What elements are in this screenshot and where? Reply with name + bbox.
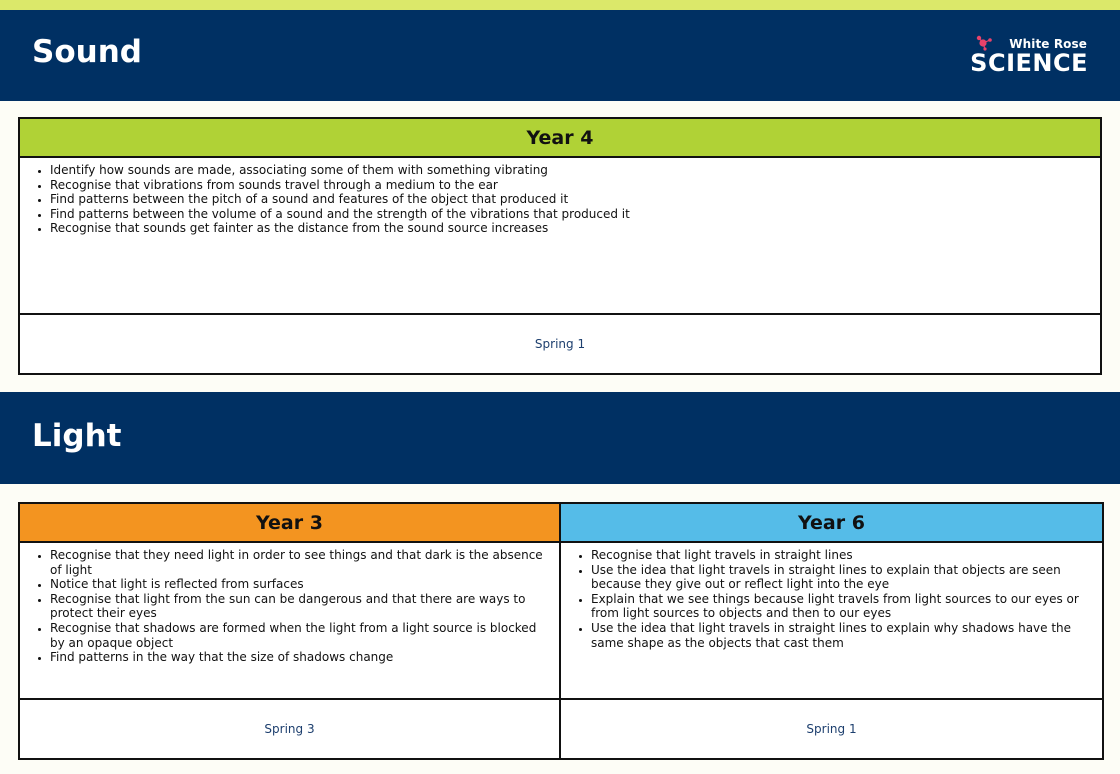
sound-title: Sound: [32, 34, 142, 70]
list-item: • Use the idea that light travels in straight lines to explain that objects are seen because they give out or reflect light into the eye: [591, 563, 1096, 592]
list-item: • Recognise that light travels in straight lines: [591, 548, 1096, 563]
list-item: • Find patterns between the volume of a sound and the strength of the vibrations that produced it: [50, 207, 1094, 222]
list-item: • Identify how sounds are made, associating some of them with something vibrating: [50, 163, 1094, 178]
year-4-objectives: [19, 157, 1101, 314]
list-item: • Notice that light is reflected from surfaces: [50, 577, 553, 592]
light-table: [18, 502, 1104, 760]
list-item: • Use the idea that light travels in straight lines to explain why shadows have the same shape as the objects that cast them: [591, 621, 1096, 650]
year-4-heading: Year 4: [19, 118, 1101, 157]
list-item: • Recognise that sounds get fainter as the distance from the sound source increases: [50, 221, 1094, 236]
list-item: • Explain that we see things because light travels from light sources to our eyes or from light sources to objects and then to our eyes: [591, 592, 1096, 621]
sound-header: [0, 10, 1120, 101]
list-item: • Recognise that vibrations from sounds travel through a medium to the ear: [50, 178, 1094, 193]
list-item: • Recognise that light from the sun can be dangerous and that there are ways to protect their eyes: [50, 592, 553, 621]
year-4-term: Spring 1: [19, 314, 1101, 374]
list-item: • Find patterns in the way that the size of shadows change: [50, 650, 553, 665]
logo-text-white-rose: White Rose: [1009, 37, 1087, 51]
top-accent-strip: [0, 0, 1120, 10]
year-6-objectives: [560, 542, 1103, 699]
year-6-term: Spring 1: [560, 699, 1103, 759]
light-title: Light: [32, 418, 122, 454]
list-item: • Find patterns between the pitch of a sound and features of the object that produced it: [50, 192, 1094, 207]
list-item: • Recognise that shadows are formed when the light from a light source is blocked by an opaque object: [50, 621, 553, 650]
year-3-objectives: [19, 542, 560, 699]
logo-text-science: SCIENCE: [970, 49, 1088, 77]
sound-table: [18, 117, 1102, 375]
year-3-heading: Year 3: [19, 503, 560, 542]
light-header: [0, 392, 1120, 484]
year-6-heading: Year 6: [560, 503, 1103, 542]
white-rose-science-logo: [970, 34, 1088, 84]
list-item: • Recognise that they need light in order to see things and that dark is the absence of light: [50, 548, 553, 577]
year-3-term: Spring 3: [19, 699, 560, 759]
